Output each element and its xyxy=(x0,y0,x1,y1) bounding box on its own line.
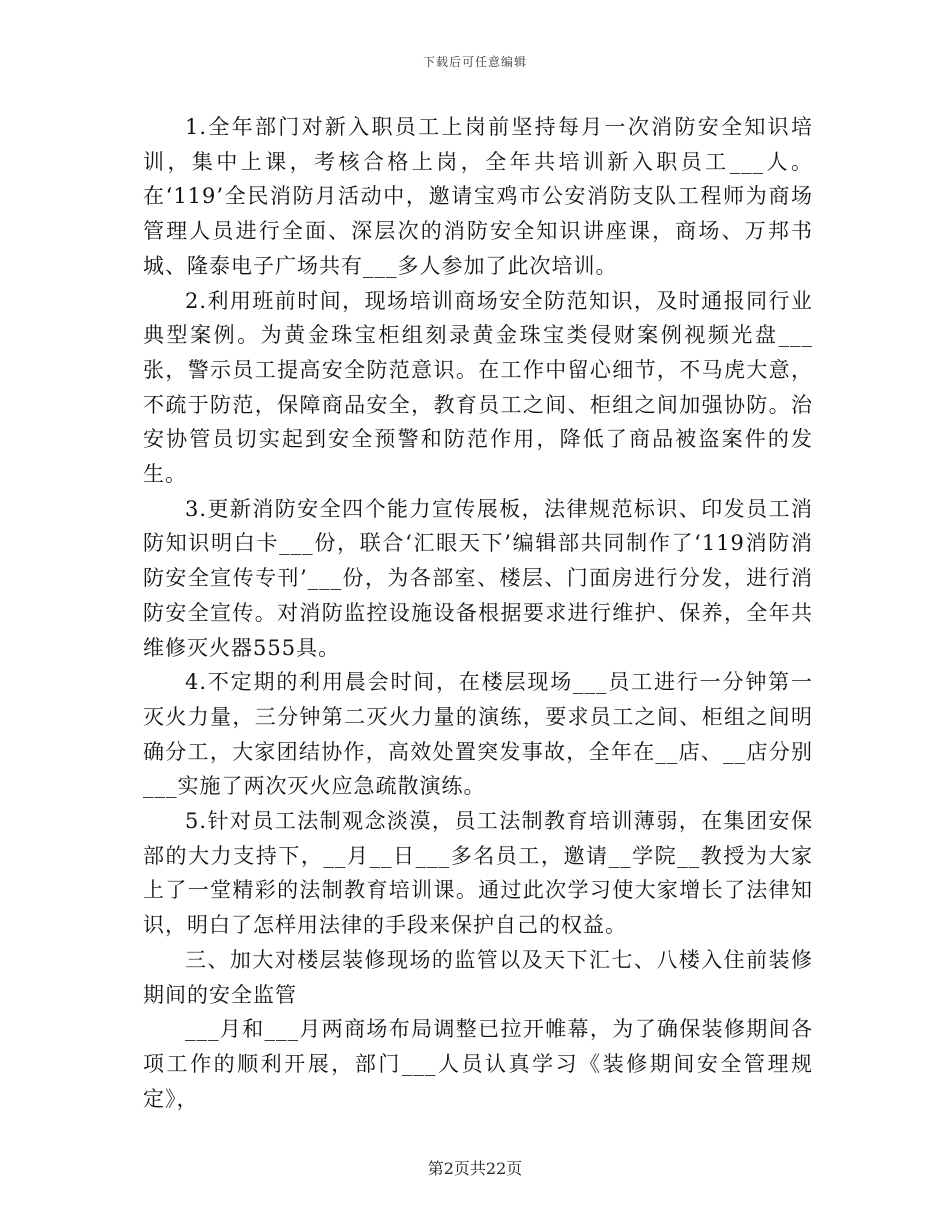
page-header: 下载后可任意编辑 xyxy=(422,55,527,69)
paragraph-item-4: 4.不定期的利用晨会时间，在楼层现场___员工进行一分钟第一灭火力量，三分钟第二灭火力量的演练，要求员工之间、柜组之间明确分工，大家团结协作，高效处置突发事故，全年在__店、__店分别___实施了两次灭火应急疏散演练。 xyxy=(143,670,813,799)
paragraph-item-2: 2.利用班前时间，现场培训商场安全防范知识，及时通报同行业典型案例。为黄金珠宝柜组刻录黄金珠宝类侵财案例视频光盘___张，警示员工提高安全防范意识。在工作中留心细节，不马虎大意，不疏于防范，保障商品安全，教育员工之间、柜组之间加强协防。治安协管员切实起到安全预警和防范作用，降低了商品被盗案件的发生。 xyxy=(143,288,813,487)
section-heading: 三、加大对楼层装修现场的监管以及天下汇七、八楼入住前装修期间的安全监管 xyxy=(143,947,813,1007)
paragraph-item-1: 1.全年部门对新入职员工上岗前坚持每月一次消防安全知识培训，集中上课，考核合格上岗，全年共培训新入职员工___人。在‘119’全民消防月活动中，邀请宝鸡市公安消防支队工程师为商场管理人员进行全面、深层次的消防安全知识讲座课，商场、万邦书城、隆泰电子广场共有___多人参加了此次培训。 xyxy=(143,115,813,278)
paragraph-decoration-period: ___月和___月两商场布局调整已拉开帷幕，为了确保装修期间各项工作的顺利开展，部门___人员认真学习《装修期间安全管理规定》， xyxy=(143,1017,813,1111)
page-number: 第2页共22页 xyxy=(427,1159,523,1178)
document-body xyxy=(143,110,813,1116)
paragraph-item-5: 5.针对员工法制观念淡漠，员工法制教育培训薄弱，在集团安保部的大力支持下，__月__日___多名员工，邀请__学院__教授为大家上了一堂精彩的法制教育培训课。通过此次学习使大家增长了法律知识，明白了怎样用法律的手段来保护自己的权益。 xyxy=(143,809,813,938)
paragraph-item-3: 3.更新消防安全四个能力宣传展板，法律规范标识、印发员工消防知识明白卡___份，联合‘汇眼天下’编辑部共同制作了‘119消防消防安全宣传专刊’___份，为各部室、楼层、门面房进行分发，进行消防安全宣传。对消防监控设施设备根据要求进行维护、保养，全年共维修灭火器555具。 xyxy=(143,496,813,660)
